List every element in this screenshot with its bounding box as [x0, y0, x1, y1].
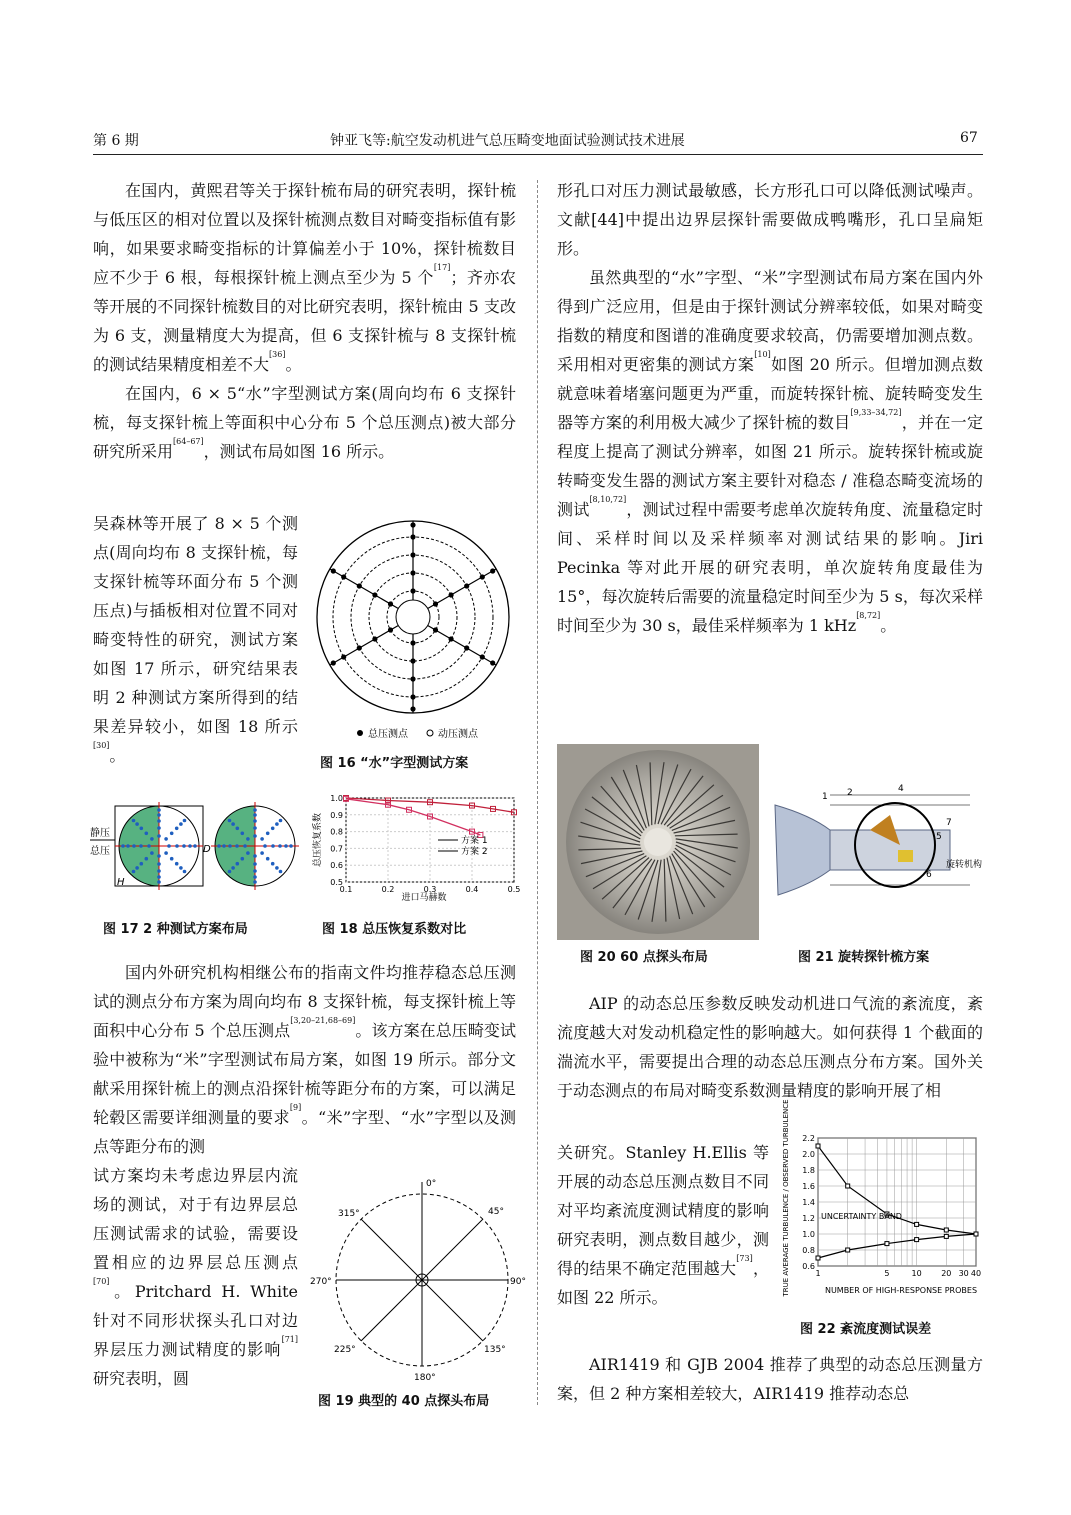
- fig16-point: [449, 592, 454, 597]
- svg-text:5: 5: [936, 832, 942, 842]
- running-title: 钟亚飞等:航空发动机进气总压畸变地面试验测试技术进展: [330, 133, 685, 149]
- fig17-point: [164, 837, 168, 841]
- svg-text:方案 1: 方案 1: [461, 836, 488, 846]
- fig17-point: [241, 832, 245, 836]
- svg-text:135°: 135°: [484, 1345, 506, 1355]
- fig17-point: [253, 869, 257, 873]
- fig17-point: [271, 827, 275, 831]
- svg-text:静压: 静压: [90, 828, 110, 839]
- fig16-point: [480, 574, 485, 579]
- fig17-point: [188, 844, 192, 848]
- fig22-point: [944, 1234, 948, 1238]
- fig17-point: [157, 834, 161, 838]
- fig17-point: [121, 844, 125, 848]
- fig22-ytick: 1.0: [802, 1230, 815, 1239]
- fig17-point: [157, 813, 161, 817]
- fig22-point: [885, 1242, 889, 1246]
- svg-text:4: 4: [898, 784, 904, 794]
- fig17-point: [182, 844, 186, 848]
- svg-text:90°: 90°: [510, 1277, 526, 1287]
- svg-text:225°: 225°: [334, 1345, 356, 1355]
- svg-text:动压测点: 动压测点: [438, 729, 478, 740]
- fig22-ytick: 1.2: [802, 1214, 815, 1223]
- svg-text:D: D: [203, 844, 211, 855]
- fig17-point: [222, 844, 226, 848]
- svg-text:6: 6: [926, 870, 932, 880]
- fig17-point: [157, 819, 161, 823]
- fig22-point: [974, 1232, 978, 1236]
- fig17-point: [284, 844, 288, 848]
- fig22-ytick: 0.8: [802, 1246, 815, 1255]
- fig18-xtick: 0.4: [465, 885, 479, 894]
- fig18-chart: [308, 790, 521, 908]
- fig17-point: [183, 819, 187, 823]
- svg-text:进口马赫数: 进口马赫数: [401, 893, 447, 903]
- fig22-xtick: 40: [970, 1269, 982, 1278]
- fig22-chart: [776, 1099, 984, 1310]
- svg-text:方案 2: 方案 2: [461, 847, 488, 857]
- fig17-point: [132, 819, 136, 823]
- fig17-point: [175, 827, 179, 831]
- svg-text:NUMBER OF HIGH-RESPONSE PROBES: NUMBER OF HIGH-RESPONSE PROBES: [824, 1286, 978, 1295]
- right-paragraphs-top: 形孔口对压力测试最敏感，长方形孔口可以降低测试噪声。文献[44]中提出边界层探针需要做成鸭嘴形，孔口呈扁矩形。 虽然典型的“水”字型、“米”字型测试布局方案在国内外得到广泛应用，但是由于探针测试分辨率较低，如果对畸变指数的精度和图谱的准确度要求较高，仍需要增加测点数。采用相对更密集的测试方案[10]如图 20 所示。但增加测点数就意味着堵塞问题更为严重，而旋转探针梳、旋转畸变发生器等方案的利用极大减少了探针梳的数目[9,33–34,72]，并在一定程度上提高了测试分辨率，如图 21 所示。旋转探针梳或旋转畸变发生器的测试方案主要针对稳态 / 准稳态畸变流场的测试[8,10,72]，测试过程中需要考虑单次旋转角度、流量稳定时间、采样时间以及采样频率对测试结果的影响。Jiri Pecinka 等对此开展的研究表明，单次旋转角度最佳为 15°，每次旋转后需要的流量稳定时间至少为 5 s，每次采样时间至少为 30 s，最佳采样频率为 1 kHz[8,72]。: [557, 181, 983, 635]
- fig16-point: [410, 658, 415, 663]
- left-paragraph-narrow: 吴森林等开展了 8 × 5 个测点(周向均布 8 支探针梳，每支探针梳等环面分布 5 个测压点)与插板相对位置不同对畸变特性的研究，测试方案如图 17 所示，研究结果表明 2 种测试方案所得到的结果差异较小，如图 18 所示[30]。: [93, 514, 298, 765]
- fig16-point: [410, 640, 415, 645]
- fig17-point: [253, 819, 257, 823]
- fig17-point: [253, 880, 257, 884]
- fig17-point: [271, 844, 275, 848]
- svg-text:315°: 315°: [338, 1209, 360, 1219]
- fig22-point: [944, 1228, 948, 1232]
- fig16-point: [410, 676, 415, 681]
- fig16-point: [388, 601, 393, 606]
- fig18-caption: 图 18 总压恢复系数对比: [322, 922, 467, 937]
- svg-text:总压测点: 总压测点: [368, 729, 408, 740]
- fig16-point: [357, 583, 362, 588]
- fig22-xtick: 30: [958, 1269, 969, 1278]
- fig17-point: [271, 862, 275, 866]
- fig17-point: [150, 837, 154, 841]
- svg-text:180°: 180°: [414, 1373, 436, 1383]
- fig17-point: [253, 862, 257, 866]
- fig16-point: [490, 660, 495, 665]
- fig16-point: [464, 645, 469, 650]
- left-paragraph-bottom: 国内外研究机构相继公布的指南文件均推荐稳态总压测试的测点分布方案为周向均布 8 支探针梳，每支探针梳上等面积中心分布 5 个总压测点[3,20–21,68–69]。该方案在总压畸变试验中被称为“米”字型测试布局方案，如图 19 所示。部分文献采用探针梳上的测点沿探针梳等距分布的方案，可以满足轮毂区需要详细测量的要求[9]。“米”字型、“水”字型以及测点等距分布的测: [93, 963, 516, 1156]
- fig22-point: [846, 1248, 850, 1252]
- fig17-point: [289, 844, 293, 848]
- fig17-point: [147, 844, 151, 848]
- header-rule: [93, 154, 983, 155]
- fig17-point: [164, 851, 168, 855]
- fig21-rotating-rake: [770, 775, 983, 905]
- svg-text:270°: 270°: [310, 1277, 332, 1287]
- fig17-point: [278, 844, 282, 848]
- fig16-point: [341, 654, 346, 659]
- svg-text:TRUE AVERAGE TURBULENCE / OBSE: TRUE AVERAGE TURBULENCE / OBSERVED TURBULENCE: [782, 1099, 790, 1297]
- fig22-point: [816, 1144, 820, 1148]
- fig17-point: [253, 808, 257, 812]
- fig17-point: [126, 844, 130, 848]
- fig16-caption: 图 16 “水”字型测试方案: [320, 756, 469, 771]
- svg-text:H: H: [117, 877, 125, 888]
- fig17-point: [231, 822, 235, 826]
- fig16-point: [449, 636, 454, 641]
- svg-text:7: 7: [946, 818, 952, 828]
- fig17-point: [135, 866, 139, 870]
- fig19-rice-layout: [310, 1172, 526, 1383]
- fig16-point: [372, 636, 377, 641]
- fig22-xtick: 1: [815, 1269, 821, 1278]
- fig16-point: [490, 568, 495, 573]
- fig16-point: [464, 583, 469, 588]
- fig16-point: [433, 627, 438, 632]
- fig22-xtick: 5: [884, 1269, 890, 1278]
- fig17-point: [179, 866, 183, 870]
- fig17-point: [266, 857, 270, 861]
- fig16-point: [388, 627, 393, 632]
- fig17-point: [279, 819, 283, 823]
- fig17-point: [132, 870, 136, 874]
- fig22-ytick: 0.6: [802, 1262, 815, 1271]
- svg-text:总压: 总压: [90, 846, 110, 857]
- fig17-point: [157, 869, 161, 873]
- issue-label: 第 6 期: [93, 133, 139, 149]
- fig22-xtick: 20: [941, 1269, 952, 1278]
- fig16-point: [410, 706, 415, 711]
- fig21-caption: 图 21 旋转探针梳方案: [798, 950, 930, 965]
- left-paragraph-narrow-2: 试方案均未考虑边界层内流场的测试，对于有边界层总压测试需求的试验，需要设置相应的边界层总压测点[70]。Pritchard H. White 针对不同形状探头孔口对边界层压力测试精度的影响[71]研究表明，圆: [93, 1166, 298, 1388]
- fig17-point: [135, 822, 139, 826]
- fig17-point: [253, 834, 257, 838]
- fig22-ytick: 1.4: [802, 1198, 815, 1207]
- fig17-point: [228, 870, 232, 874]
- svg-text:总压恢复系数: 总压恢复系数: [313, 812, 323, 868]
- fig17-point: [175, 862, 179, 866]
- fig16-point: [433, 601, 438, 606]
- fig22-xtick: 10: [911, 1269, 922, 1278]
- fig17-point: [170, 857, 174, 861]
- fig16-point: [341, 574, 346, 579]
- fig17-point: [140, 827, 144, 831]
- fig18-xtick: 0.5: [507, 885, 521, 894]
- fig17-point: [193, 844, 197, 848]
- fig19-caption: 图 19 典型的 40 点探头布局: [318, 1394, 490, 1409]
- fig22-point: [915, 1238, 919, 1242]
- fig16-water-layout: [312, 515, 517, 745]
- fig22-ytick: 1.6: [802, 1182, 815, 1191]
- fig17-point: [157, 854, 161, 858]
- fig17-point: [236, 862, 240, 866]
- fig17-point: [145, 857, 149, 861]
- fig17-point: [167, 844, 171, 848]
- fig17-point: [253, 813, 257, 817]
- fig18-ytick: 1.0: [330, 794, 343, 803]
- fig17-point: [263, 844, 267, 848]
- right-paragraph-mid: AIP 的动态总压参数反映发动机进口气流的紊流度，紊流度越大对发动机稳定性的影响越大。如何获得 1 个截面的湍流水平，需要提出合理的动态总压测点分布方案。国外关于动态测点的布局对畸变系数测量精度的影响开展了相: [557, 994, 983, 1100]
- fig16-point: [410, 552, 415, 557]
- fig17-point: [175, 844, 179, 848]
- page-number: 67: [960, 130, 978, 146]
- fig17-point: [253, 875, 257, 879]
- svg-text:2: 2: [847, 788, 853, 798]
- fig17-point: [228, 819, 232, 823]
- left-paragraphs-top: 在国内，黄熙君等关于探针梳布局的研究表明，探针梳与低压区的相对位置以及探针梳测点数目对畸变指标值有影响，如果要求畸变指标的计算偏差小于 10%，探针梳数目应不少于 6 根，每根探针梳上测点至少为 5 个[17]；齐亦农等开展的不同探针梳数目的对比研究表明，探针梳由 5 支改为 6 支，测量精度大为提高，但 6 支探针梳与 8 支探针梳的测试结果精度相差不大[36]。 在国内，6 × 5“水”字型测试方案(周向均布 6 支探针梳，每支探针梳上等面积中心分布 5 个总压测点)被大部分研究所采用[64–67]，测试布局如图 16 所示。: [93, 181, 516, 461]
- fig17-caption: 图 17 2 种测试方案布局: [103, 922, 248, 937]
- svg-text:45°: 45°: [488, 1207, 504, 1217]
- fig17-point: [275, 822, 279, 826]
- fig16-point: [331, 660, 336, 665]
- fig17-point: [139, 844, 143, 848]
- column-divider: [537, 180, 538, 1405]
- fig16-point: [331, 568, 336, 573]
- fig18-xtick: 0.2: [381, 885, 395, 894]
- fig17-point: [275, 866, 279, 870]
- fig17-point: [157, 826, 161, 830]
- fig17-point: [228, 844, 232, 848]
- fig22-point: [846, 1184, 850, 1188]
- fig16-point: [410, 694, 415, 699]
- svg-text:旋转机构: 旋转机构: [946, 860, 983, 870]
- fig17-point: [246, 851, 250, 855]
- fig16-point: [357, 645, 362, 650]
- fig17-point: [260, 851, 264, 855]
- right-paragraph-bottom: AIR1419 和 GJB 2004 推荐了典型的动态总压测量方案，但 2 种方案相差较大，AIR1419 推荐动态总: [557, 1355, 983, 1403]
- fig18-ytick: 0.9: [330, 810, 343, 820]
- fig16-point: [480, 654, 485, 659]
- fig22-series-line: [818, 1234, 976, 1258]
- fig17-point: [217, 844, 221, 848]
- fig17-point: [253, 854, 257, 858]
- svg-text:0°: 0°: [426, 1179, 437, 1189]
- fig16-point: [410, 522, 415, 527]
- fig18-ytick: 0.6: [330, 861, 343, 871]
- svg-text:UNCERTAINTY BAND: UNCERTAINTY BAND: [821, 1212, 902, 1221]
- fig18-xtick: 0.1: [339, 885, 353, 894]
- fig17-point: [140, 862, 144, 866]
- fig16-point: [410, 534, 415, 539]
- fig17-point: [157, 880, 161, 884]
- right-paragraph-narrow: 关研究。Stanley H.Ellis 等开展的动态总压测点数目不同对平均紊流度测试精度的影响研究表明，测点数目越少，测得的结果不确定范围越大[73]，如图 22 所示。: [557, 1143, 769, 1307]
- fig17-point: [132, 844, 136, 848]
- fig17-point: [145, 832, 149, 836]
- fig22-point: [816, 1256, 820, 1260]
- fig17-point: [279, 870, 283, 874]
- fig17-point: [235, 844, 239, 848]
- fig22-ytick: 2.2: [802, 1134, 815, 1143]
- fig17-point: [236, 827, 240, 831]
- fig18-ytick: 0.5: [330, 878, 343, 887]
- fig17-point: [179, 822, 183, 826]
- fig17-point: [231, 866, 235, 870]
- fig22-point: [915, 1222, 919, 1226]
- fig17-point: [241, 857, 245, 861]
- fig18-xtick: 0.3: [423, 885, 437, 894]
- fig17-point: [243, 844, 247, 848]
- fig17-point: [157, 862, 161, 866]
- fig22-ytick: 2.0: [802, 1150, 815, 1159]
- fig17-layouts: [90, 800, 300, 892]
- fig16-point: [410, 570, 415, 575]
- fig17-point: [260, 837, 264, 841]
- fig17-point: [150, 851, 154, 855]
- fig18-ytick: 0.7: [330, 844, 343, 854]
- fig17-point: [170, 832, 174, 836]
- fig18-ytick: 0.8: [330, 827, 343, 837]
- fig17-point: [246, 837, 250, 841]
- fig22-caption: 图 22 紊流度测试误差: [800, 1322, 932, 1337]
- fig17-point: [266, 832, 270, 836]
- svg-text:1: 1: [822, 792, 828, 802]
- fig22-ytick: 1.8: [802, 1166, 815, 1175]
- fig16-point: [410, 588, 415, 593]
- fig17-point: [157, 808, 161, 812]
- fig17-point: [253, 826, 257, 830]
- fig17-point: [157, 875, 161, 879]
- fig16-point: [372, 592, 377, 597]
- fig20-photo: [557, 744, 759, 940]
- fig20-caption: 图 20 60 点探头布局: [580, 950, 708, 965]
- fig17-point: [183, 870, 187, 874]
